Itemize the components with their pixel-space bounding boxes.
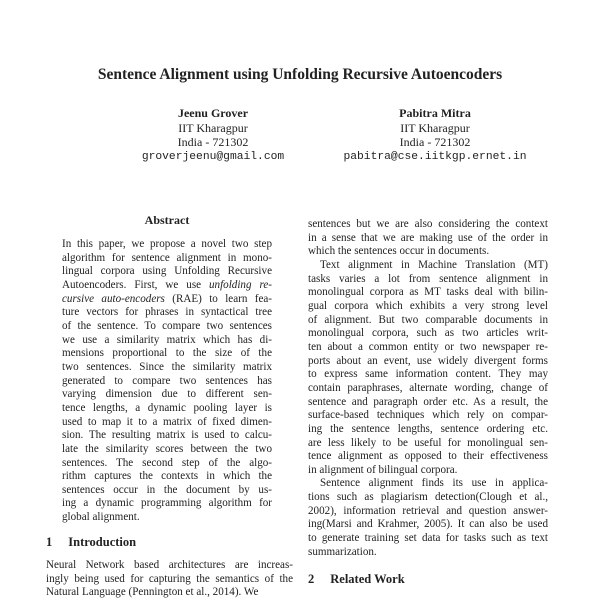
text-line: monolingual corpora, such as two articles writ-: [308, 327, 548, 340]
text-line: Neural Network based architectures are increas-: [46, 559, 293, 571]
author-location: India - 721302: [399, 135, 471, 149]
text-line: summarization.: [308, 545, 377, 558]
text-line: global alignment.: [62, 511, 140, 524]
author-email: pabitra@cse.iitkgp.ernet.in: [343, 150, 527, 163]
section-number: 2: [308, 572, 315, 586]
text-line: to generate training set data for tasks such as text: [308, 532, 548, 545]
section-title: Introduction: [68, 535, 137, 549]
text-line: Text alignment in Machine Translation (MT): [320, 258, 548, 271]
text-line: varying dimension due to different sen-: [62, 388, 272, 401]
text-line: sion. The resulting matrix is used to calcu-: [62, 429, 272, 442]
text-line: late the similarity scores between the two: [62, 442, 272, 455]
text-line: Natural Language (Pennington et al., 2014). We: [46, 586, 259, 599]
text-line: used to map it to a matrix of fixed dimen-: [62, 415, 272, 428]
text-line: which the sentences occur in documents.: [308, 245, 490, 258]
text-line: sentences occur in the document by us-: [62, 483, 272, 496]
text-line: we use a similarity matrix which has di-: [62, 333, 272, 346]
text-line: surface-based techniques which rely on compar-: [308, 409, 548, 422]
text-line: tions such as plagiarism detection(Clough et al.,: [308, 491, 548, 504]
text-line: ten about a common entity or two newspaper re-: [308, 340, 548, 353]
author-1: [103, 106, 323, 164]
author-2: [315, 106, 555, 164]
text-line: ture vectors for phrases in syntactical tree: [62, 306, 272, 319]
text-line: ing a dynamic programming algorithm for: [62, 497, 272, 510]
text-line: tasks varies a lot from sentence alignment in: [308, 272, 548, 285]
author-affiliation: IIT Kharagpur: [178, 120, 248, 135]
text-line: rithm captures the contexts in which the: [62, 470, 272, 483]
text-line: cursive auto-encoders (RAE) to learn fea-: [62, 292, 272, 305]
text-line: tence alignment as opposed to their effectiveness: [308, 450, 548, 463]
text-line: monolingual corpora as MT tasks deal with bilin-: [308, 286, 548, 299]
section-title: Related Work: [330, 572, 405, 586]
text-line: sentence and paragraph order etc. As a result, the: [308, 395, 548, 408]
text-line: ingly being used for capturing the semantics of the: [46, 572, 293, 585]
text-line: ing(Marsi and Krahmer, 2005). It can also be used: [308, 518, 548, 531]
text-line: algorithm for sentence alignment in mono-: [62, 251, 272, 264]
text-line: In this paper, we propose a novel two step: [62, 238, 272, 250]
author-name: Pabitra Mitra: [399, 106, 471, 120]
section-number: 1: [46, 535, 53, 549]
text-line: of alignment. But two comparable documents in: [308, 313, 548, 326]
text-line: to express same information content. They may: [308, 368, 548, 381]
abstract-body: [62, 238, 272, 525]
right-column-body: [308, 218, 548, 559]
text-line: lingual corpora using Unfolding Recursive: [62, 265, 272, 278]
author-name: Jeenu Grover: [177, 106, 249, 120]
text-line: ing the sentence lengths, sentence ordering etc.: [308, 422, 548, 435]
text-line: contain paraphrases, alternate wording, change of: [308, 381, 548, 394]
text-line: tence lengths, a dynamic pooling layer is: [62, 401, 272, 414]
text-line: generated to compare two sentences has: [62, 374, 272, 387]
author-location: India - 721302: [177, 135, 249, 149]
intro-body: [46, 559, 293, 600]
text-line: mensions proportional to the size of the: [62, 347, 272, 360]
text-line: ports about an event, use widely divergent forms: [308, 354, 548, 367]
intro-heading: [46, 535, 136, 550]
author-email: groverjeenu@gmail.com: [141, 150, 285, 163]
text-line: gual corpora which exhibits a very strong level: [308, 299, 548, 312]
text-line: in a sense that we are making use of the order in: [308, 231, 548, 244]
paper-title: Sentence Alignment using Unfolding Recursive Autoencoders: [97, 66, 503, 83]
text-line: sentences. The second step of the algo-: [62, 456, 272, 469]
text-line: Autoencoders. First, we use unfolding re-: [62, 278, 272, 291]
text-line: Sentence alignment finds its use in applica-: [320, 477, 548, 490]
related-work-heading: [308, 572, 405, 587]
abstract-heading: Abstract: [144, 213, 190, 227]
author-affiliation: IIT Kharagpur: [400, 120, 470, 135]
text-line: sentences but we are also considering the context: [308, 218, 548, 230]
text-line: are less likely to be useful for monolingual sen-: [308, 436, 548, 449]
text-line: of the sentence. To compare two sentences: [62, 319, 272, 332]
text-line: two sentences. Since the similarity matrix: [62, 360, 272, 373]
text-line: in alignment of bilingual corpora.: [308, 463, 458, 476]
text-line: 2002), information retrieval and question answer-: [308, 504, 548, 517]
